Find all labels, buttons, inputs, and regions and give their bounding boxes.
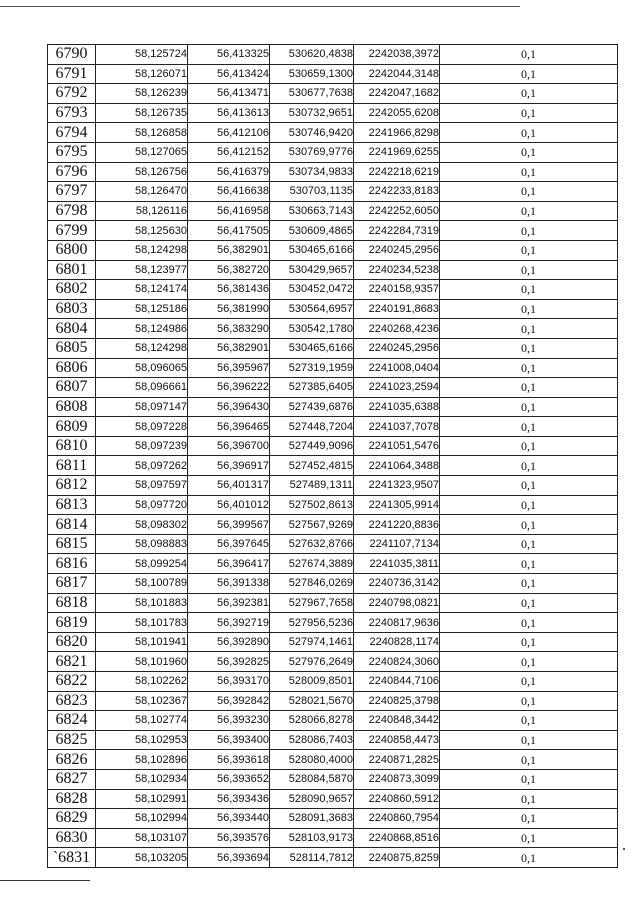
x-coordinate-cell: 528090,9657 xyxy=(270,789,354,809)
longitude-cell: 56,391338 xyxy=(188,574,270,594)
accuracy-cell: 0,1 xyxy=(440,730,618,750)
accuracy-cell: 0,1 xyxy=(440,378,618,398)
longitude-cell: 56,393652 xyxy=(188,769,270,789)
x-coordinate-cell: 530732,9651 xyxy=(270,103,354,123)
x-coordinate-cell: 530659,1300 xyxy=(270,64,354,84)
longitude-cell: 56,393618 xyxy=(188,750,270,770)
latitude-cell: 58,126116 xyxy=(96,201,188,221)
x-coordinate-cell: 528084,5870 xyxy=(270,769,354,789)
x-coordinate-cell: 527674,3889 xyxy=(270,554,354,574)
longitude-cell: 56,413325 xyxy=(188,45,270,65)
table-row xyxy=(48,828,618,848)
table-row xyxy=(48,221,618,241)
longitude-cell: 56,393440 xyxy=(188,809,270,829)
table-row xyxy=(48,554,618,574)
y-coordinate-cell: 2240736,3142 xyxy=(354,574,440,594)
point-number-cell: 6791 xyxy=(48,64,96,84)
longitude-cell: 56,401317 xyxy=(188,476,270,496)
point-number-cell: 6796 xyxy=(48,162,96,182)
point-number-cell: `6831 xyxy=(48,848,96,868)
x-coordinate-cell: 528009,8501 xyxy=(270,672,354,692)
longitude-cell: 56,393170 xyxy=(188,672,270,692)
point-number-cell: 6800 xyxy=(48,240,96,260)
table-row xyxy=(48,809,618,829)
point-number-cell: 6809 xyxy=(48,417,96,437)
y-coordinate-cell: 2240798,0821 xyxy=(354,593,440,613)
table-row xyxy=(48,750,618,770)
y-coordinate-cell: 2242233,8183 xyxy=(354,182,440,202)
table-row xyxy=(48,280,618,300)
point-number-cell: 6792 xyxy=(48,84,96,104)
bottom-rule xyxy=(0,880,90,881)
point-number-cell: 6804 xyxy=(48,319,96,339)
coordinates-table xyxy=(47,44,618,868)
accuracy-cell: 0,1 xyxy=(440,436,618,456)
table-row xyxy=(48,711,618,731)
point-number-cell: 6793 xyxy=(48,103,96,123)
y-coordinate-cell: 2240860,5912 xyxy=(354,789,440,809)
latitude-cell: 58,102953 xyxy=(96,730,188,750)
latitude-cell: 58,125186 xyxy=(96,299,188,319)
point-number-cell: 6829 xyxy=(48,809,96,829)
latitude-cell: 58,124174 xyxy=(96,280,188,300)
x-coordinate-cell: 527385,6405 xyxy=(270,378,354,398)
y-coordinate-cell: 2242252,6050 xyxy=(354,201,440,221)
accuracy-cell: 0,1 xyxy=(440,299,618,319)
latitude-cell: 58,102994 xyxy=(96,809,188,829)
longitude-cell: 56,393400 xyxy=(188,730,270,750)
longitude-cell: 56,396465 xyxy=(188,417,270,437)
longitude-cell: 56,416958 xyxy=(188,201,270,221)
x-coordinate-cell: 527567,9269 xyxy=(270,515,354,535)
latitude-cell: 58,097239 xyxy=(96,436,188,456)
y-coordinate-cell: 2241966,8298 xyxy=(354,123,440,143)
table-row xyxy=(48,299,618,319)
point-number-cell: 6807 xyxy=(48,378,96,398)
point-number-cell: 6827 xyxy=(48,769,96,789)
table-row xyxy=(48,495,618,515)
y-coordinate-cell: 2242055,6208 xyxy=(354,103,440,123)
longitude-cell: 56,392842 xyxy=(188,691,270,711)
y-coordinate-cell: 2241035,3811 xyxy=(354,554,440,574)
x-coordinate-cell: 527489,1311 xyxy=(270,476,354,496)
x-coordinate-cell: 530620,4838 xyxy=(270,45,354,65)
latitude-cell: 58,125724 xyxy=(96,45,188,65)
point-number-cell: 6828 xyxy=(48,789,96,809)
y-coordinate-cell: 2240825,3798 xyxy=(354,691,440,711)
latitude-cell: 58,102262 xyxy=(96,672,188,692)
point-number-cell: 6812 xyxy=(48,476,96,496)
latitude-cell: 58,102934 xyxy=(96,769,188,789)
latitude-cell: 58,098883 xyxy=(96,534,188,554)
y-coordinate-cell: 2240871,2825 xyxy=(354,750,440,770)
accuracy-cell: 0,1 xyxy=(440,632,618,652)
x-coordinate-cell: 527448,7204 xyxy=(270,417,354,437)
y-coordinate-cell: 2242218,6219 xyxy=(354,162,440,182)
longitude-cell: 56,401012 xyxy=(188,495,270,515)
x-coordinate-cell: 528066,8278 xyxy=(270,711,354,731)
latitude-cell: 58,126470 xyxy=(96,182,188,202)
latitude-cell: 58,102774 xyxy=(96,711,188,731)
table-row xyxy=(48,769,618,789)
accuracy-cell: 0,1 xyxy=(440,828,618,848)
latitude-cell: 58,097262 xyxy=(96,456,188,476)
accuracy-cell: 0,1 xyxy=(440,162,618,182)
accuracy-cell: 0,1 xyxy=(440,711,618,731)
y-coordinate-cell: 2241023,2594 xyxy=(354,378,440,398)
accuracy-cell: 0,1 xyxy=(440,848,618,868)
y-coordinate-cell: 2240860,7954 xyxy=(354,809,440,829)
accuracy-cell: 0,1 xyxy=(440,280,618,300)
accuracy-cell: 0,1 xyxy=(440,691,618,711)
x-coordinate-cell: 530452,0472 xyxy=(270,280,354,300)
x-coordinate-cell: 530564,6957 xyxy=(270,299,354,319)
y-coordinate-cell: 2240868,8516 xyxy=(354,828,440,848)
accuracy-cell: 0,1 xyxy=(440,397,618,417)
y-coordinate-cell: 2241107,7134 xyxy=(354,534,440,554)
accuracy-cell: 0,1 xyxy=(440,103,618,123)
longitude-cell: 56,393230 xyxy=(188,711,270,731)
latitude-cell: 58,101941 xyxy=(96,632,188,652)
longitude-cell: 56,381990 xyxy=(188,299,270,319)
table-row xyxy=(48,691,618,711)
accuracy-cell: 0,1 xyxy=(440,750,618,770)
accuracy-cell: 0,1 xyxy=(440,84,618,104)
x-coordinate-cell: 527452,4815 xyxy=(270,456,354,476)
y-coordinate-cell: 2241305,9914 xyxy=(354,495,440,515)
accuracy-cell: 0,1 xyxy=(440,338,618,358)
y-coordinate-cell: 2241064,3488 xyxy=(354,456,440,476)
point-number-cell: 6798 xyxy=(48,201,96,221)
table-row xyxy=(48,672,618,692)
latitude-cell: 58,127065 xyxy=(96,142,188,162)
table-row xyxy=(48,84,618,104)
x-coordinate-cell: 530677,7638 xyxy=(270,84,354,104)
longitude-cell: 56,412152 xyxy=(188,142,270,162)
longitude-cell: 56,396430 xyxy=(188,397,270,417)
table-row xyxy=(48,632,618,652)
longitude-cell: 56,382901 xyxy=(188,240,270,260)
point-number-cell: 6795 xyxy=(48,142,96,162)
latitude-cell: 58,125630 xyxy=(96,221,188,241)
y-coordinate-cell: 2242038,3972 xyxy=(354,45,440,65)
x-coordinate-cell: 530703,1135 xyxy=(270,182,354,202)
latitude-cell: 58,101783 xyxy=(96,613,188,633)
accuracy-cell: 0,1 xyxy=(440,672,618,692)
latitude-cell: 58,126071 xyxy=(96,64,188,84)
latitude-cell: 58,102896 xyxy=(96,750,188,770)
table-row xyxy=(48,730,618,750)
y-coordinate-cell: 2241323,9507 xyxy=(354,476,440,496)
x-coordinate-cell: 527846,0269 xyxy=(270,574,354,594)
latitude-cell: 58,098302 xyxy=(96,515,188,535)
top-rule xyxy=(0,6,520,7)
latitude-cell: 58,097597 xyxy=(96,476,188,496)
latitude-cell: 58,126735 xyxy=(96,103,188,123)
x-coordinate-cell: 528103,9173 xyxy=(270,828,354,848)
longitude-cell: 56,383290 xyxy=(188,319,270,339)
latitude-cell: 58,102367 xyxy=(96,691,188,711)
accuracy-cell: 0,1 xyxy=(440,260,618,280)
latitude-cell: 58,103205 xyxy=(96,848,188,868)
x-coordinate-cell: 530663,7143 xyxy=(270,201,354,221)
x-coordinate-cell: 528091,3683 xyxy=(270,809,354,829)
accuracy-cell: 0,1 xyxy=(440,593,618,613)
longitude-cell: 56,392890 xyxy=(188,632,270,652)
longitude-cell: 56,381436 xyxy=(188,280,270,300)
table-row xyxy=(48,417,618,437)
point-number-cell: 6830 xyxy=(48,828,96,848)
latitude-cell: 58,096065 xyxy=(96,358,188,378)
latitude-cell: 58,097720 xyxy=(96,495,188,515)
accuracy-cell: 0,1 xyxy=(440,417,618,437)
x-coordinate-cell: 527974,1461 xyxy=(270,632,354,652)
point-number-cell: 6801 xyxy=(48,260,96,280)
accuracy-cell: 0,1 xyxy=(440,613,618,633)
table-row xyxy=(48,456,618,476)
table-row xyxy=(48,123,618,143)
point-number-cell: 6815 xyxy=(48,534,96,554)
y-coordinate-cell: 2241220,8836 xyxy=(354,515,440,535)
accuracy-cell: 0,1 xyxy=(440,123,618,143)
point-number-cell: 6818 xyxy=(48,593,96,613)
longitude-cell: 56,382720 xyxy=(188,260,270,280)
y-coordinate-cell: 2240875,8259 xyxy=(354,848,440,868)
longitude-cell: 56,413613 xyxy=(188,103,270,123)
y-coordinate-cell: 2240817,9636 xyxy=(354,613,440,633)
table-row xyxy=(48,789,618,809)
x-coordinate-cell: 530734,9833 xyxy=(270,162,354,182)
table-row xyxy=(48,652,618,672)
accuracy-cell: 0,1 xyxy=(440,574,618,594)
point-number-cell: 6825 xyxy=(48,730,96,750)
table-row xyxy=(48,182,618,202)
y-coordinate-cell: 2240873,3099 xyxy=(354,769,440,789)
table-row xyxy=(48,574,618,594)
longitude-cell: 56,397645 xyxy=(188,534,270,554)
latitude-cell: 58,101883 xyxy=(96,593,188,613)
x-coordinate-cell: 527502,8613 xyxy=(270,495,354,515)
table-row xyxy=(48,515,618,535)
point-number-cell: 6819 xyxy=(48,613,96,633)
latitude-cell: 58,126756 xyxy=(96,162,188,182)
latitude-cell: 58,100789 xyxy=(96,574,188,594)
table-row xyxy=(48,64,618,84)
table-row xyxy=(48,613,618,633)
latitude-cell: 58,102991 xyxy=(96,789,188,809)
y-coordinate-cell: 2240245,2956 xyxy=(354,240,440,260)
latitude-cell: 58,124298 xyxy=(96,338,188,358)
longitude-cell: 56,413424 xyxy=(188,64,270,84)
table-row xyxy=(48,338,618,358)
table-row xyxy=(48,45,618,65)
latitude-cell: 58,097228 xyxy=(96,417,188,437)
x-coordinate-cell: 528021,5670 xyxy=(270,691,354,711)
latitude-cell: 58,126239 xyxy=(96,84,188,104)
x-coordinate-cell: 530465,6166 xyxy=(270,338,354,358)
y-coordinate-cell: 2240268,4236 xyxy=(354,319,440,339)
y-coordinate-cell: 2241037,7078 xyxy=(354,417,440,437)
latitude-cell: 58,103107 xyxy=(96,828,188,848)
y-coordinate-cell: 2240234,5238 xyxy=(354,260,440,280)
y-coordinate-cell: 2240824,3060 xyxy=(354,652,440,672)
accuracy-cell: 0,1 xyxy=(440,142,618,162)
x-coordinate-cell: 527967,7658 xyxy=(270,593,354,613)
latitude-cell: 58,123977 xyxy=(96,260,188,280)
x-coordinate-cell: 527439,6876 xyxy=(270,397,354,417)
y-coordinate-cell: 2242044,3148 xyxy=(354,64,440,84)
accuracy-cell: 0,1 xyxy=(440,515,618,535)
table-row xyxy=(48,848,618,868)
point-number-cell: 6794 xyxy=(48,123,96,143)
longitude-cell: 56,392825 xyxy=(188,652,270,672)
y-coordinate-cell: 2241969,6255 xyxy=(354,142,440,162)
y-coordinate-cell: 2240245,2956 xyxy=(354,338,440,358)
point-number-cell: 6790 xyxy=(48,45,96,65)
longitude-cell: 56,416379 xyxy=(188,162,270,182)
longitude-cell: 56,396417 xyxy=(188,554,270,574)
point-number-cell: 6822 xyxy=(48,672,96,692)
x-coordinate-cell: 530769,9776 xyxy=(270,142,354,162)
point-number-cell: 6826 xyxy=(48,750,96,770)
x-coordinate-cell: 527632,8766 xyxy=(270,534,354,554)
x-coordinate-cell: 530746,9420 xyxy=(270,123,354,143)
longitude-cell: 56,393436 xyxy=(188,789,270,809)
table-row xyxy=(48,358,618,378)
longitude-cell: 56,396917 xyxy=(188,456,270,476)
accuracy-cell: 0,1 xyxy=(440,534,618,554)
point-number-cell: 6816 xyxy=(48,554,96,574)
latitude-cell: 58,124298 xyxy=(96,240,188,260)
x-coordinate-cell: 527956,5236 xyxy=(270,613,354,633)
table-row xyxy=(48,378,618,398)
point-number-cell: 6824 xyxy=(48,711,96,731)
scan-mark xyxy=(623,848,625,850)
accuracy-cell: 0,1 xyxy=(440,652,618,672)
point-number-cell: 6820 xyxy=(48,632,96,652)
longitude-cell: 56,396700 xyxy=(188,436,270,456)
table-row xyxy=(48,593,618,613)
latitude-cell: 58,126858 xyxy=(96,123,188,143)
longitude-cell: 56,416638 xyxy=(188,182,270,202)
point-number-cell: 6810 xyxy=(48,436,96,456)
accuracy-cell: 0,1 xyxy=(440,319,618,339)
accuracy-cell: 0,1 xyxy=(440,769,618,789)
x-coordinate-cell: 528114,7812 xyxy=(270,848,354,868)
longitude-cell: 56,393576 xyxy=(188,828,270,848)
y-coordinate-cell: 2240828,1174 xyxy=(354,632,440,652)
accuracy-cell: 0,1 xyxy=(440,240,618,260)
x-coordinate-cell: 530542,1780 xyxy=(270,319,354,339)
table-row xyxy=(48,103,618,123)
x-coordinate-cell: 527319,1959 xyxy=(270,358,354,378)
longitude-cell: 56,413471 xyxy=(188,84,270,104)
accuracy-cell: 0,1 xyxy=(440,554,618,574)
point-number-cell: 6797 xyxy=(48,182,96,202)
longitude-cell: 56,395967 xyxy=(188,358,270,378)
accuracy-cell: 0,1 xyxy=(440,809,618,829)
point-number-cell: 6799 xyxy=(48,221,96,241)
y-coordinate-cell: 2241035,6388 xyxy=(354,397,440,417)
longitude-cell: 56,417505 xyxy=(188,221,270,241)
accuracy-cell: 0,1 xyxy=(440,45,618,65)
accuracy-cell: 0,1 xyxy=(440,476,618,496)
y-coordinate-cell: 2240191,8683 xyxy=(354,299,440,319)
point-number-cell: 6803 xyxy=(48,299,96,319)
x-coordinate-cell: 530609,4865 xyxy=(270,221,354,241)
y-coordinate-cell: 2242047,1682 xyxy=(354,84,440,104)
x-coordinate-cell: 528086,7403 xyxy=(270,730,354,750)
x-coordinate-cell: 530429,9657 xyxy=(270,260,354,280)
y-coordinate-cell: 2240844,7106 xyxy=(354,672,440,692)
point-number-cell: 6808 xyxy=(48,397,96,417)
table-row xyxy=(48,260,618,280)
x-coordinate-cell: 528080,4000 xyxy=(270,750,354,770)
latitude-cell: 58,096661 xyxy=(96,378,188,398)
x-coordinate-cell: 527449,9096 xyxy=(270,436,354,456)
accuracy-cell: 0,1 xyxy=(440,201,618,221)
point-number-cell: 6821 xyxy=(48,652,96,672)
longitude-cell: 56,392381 xyxy=(188,593,270,613)
point-number-cell: 6817 xyxy=(48,574,96,594)
point-number-cell: 6811 xyxy=(48,456,96,476)
point-number-cell: 6814 xyxy=(48,515,96,535)
point-number-cell: 6806 xyxy=(48,358,96,378)
y-coordinate-cell: 2241008,0404 xyxy=(354,358,440,378)
point-number-cell: 6805 xyxy=(48,338,96,358)
point-number-cell: 6813 xyxy=(48,495,96,515)
x-coordinate-cell: 527976,2649 xyxy=(270,652,354,672)
accuracy-cell: 0,1 xyxy=(440,182,618,202)
latitude-cell: 58,097147 xyxy=(96,397,188,417)
x-coordinate-cell: 530465,6166 xyxy=(270,240,354,260)
longitude-cell: 56,396222 xyxy=(188,378,270,398)
accuracy-cell: 0,1 xyxy=(440,789,618,809)
accuracy-cell: 0,1 xyxy=(440,358,618,378)
table-row xyxy=(48,319,618,339)
table-row xyxy=(48,240,618,260)
y-coordinate-cell: 2240848,3442 xyxy=(354,711,440,731)
point-number-cell: 6802 xyxy=(48,280,96,300)
coordinates-table-body xyxy=(48,45,618,868)
accuracy-cell: 0,1 xyxy=(440,221,618,241)
longitude-cell: 56,392719 xyxy=(188,613,270,633)
y-coordinate-cell: 2242284,7319 xyxy=(354,221,440,241)
accuracy-cell: 0,1 xyxy=(440,495,618,515)
table-row xyxy=(48,201,618,221)
longitude-cell: 56,412106 xyxy=(188,123,270,143)
table-row xyxy=(48,436,618,456)
table-row xyxy=(48,476,618,496)
table-row xyxy=(48,534,618,554)
table-row xyxy=(48,162,618,182)
accuracy-cell: 0,1 xyxy=(440,456,618,476)
y-coordinate-cell: 2240158,9357 xyxy=(354,280,440,300)
longitude-cell: 56,399567 xyxy=(188,515,270,535)
point-number-cell: 6823 xyxy=(48,691,96,711)
table-row xyxy=(48,397,618,417)
longitude-cell: 56,382901 xyxy=(188,338,270,358)
latitude-cell: 58,124986 xyxy=(96,319,188,339)
y-coordinate-cell: 2240858,4473 xyxy=(354,730,440,750)
latitude-cell: 58,101960 xyxy=(96,652,188,672)
y-coordinate-cell: 2241051,5476 xyxy=(354,436,440,456)
accuracy-cell: 0,1 xyxy=(440,64,618,84)
latitude-cell: 58,099254 xyxy=(96,554,188,574)
table-row xyxy=(48,142,618,162)
longitude-cell: 56,393694 xyxy=(188,848,270,868)
